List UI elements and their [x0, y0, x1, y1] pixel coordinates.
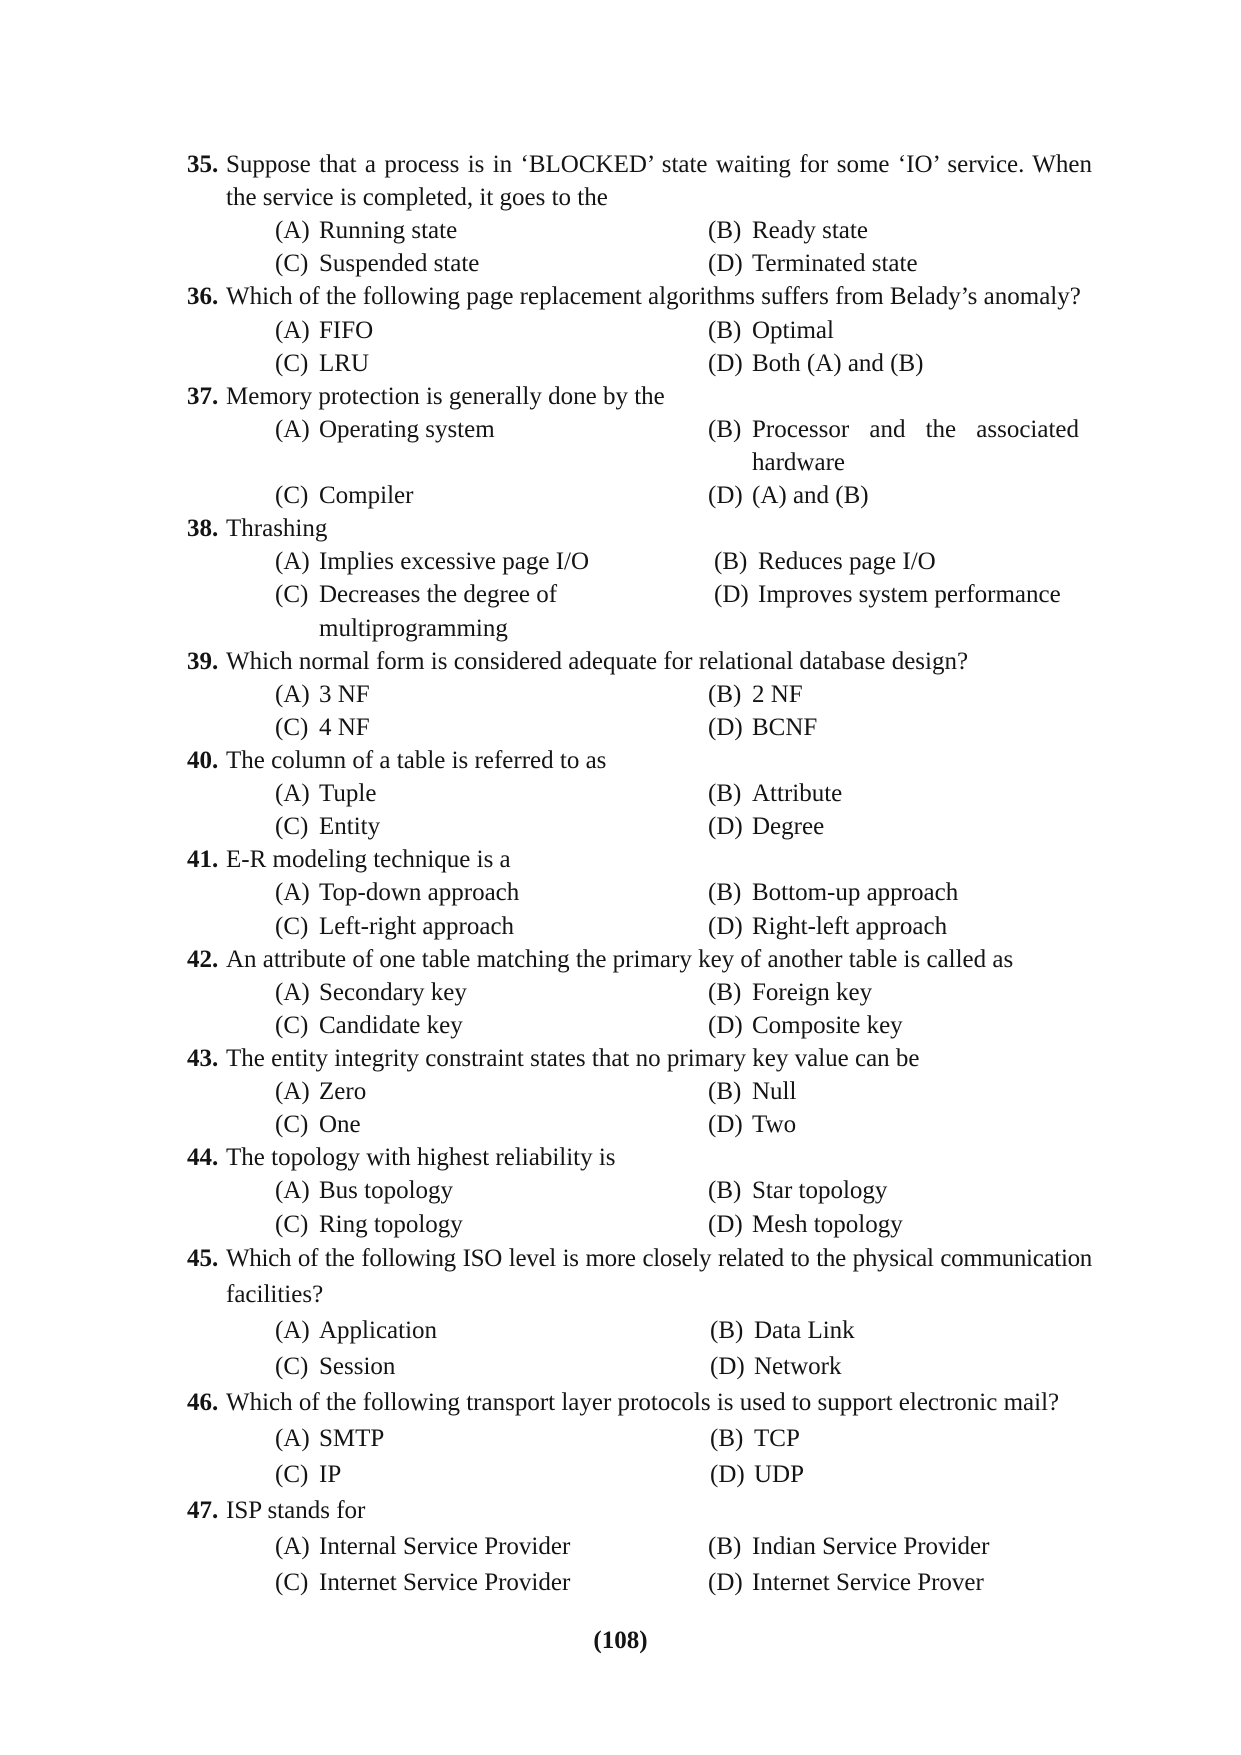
option-label: (D): [708, 813, 743, 841]
option-text: Composite key: [752, 1011, 903, 1039]
option-c: [275, 578, 557, 644]
option-a: [275, 876, 519, 909]
option-a: [275, 777, 376, 810]
option-label: (C): [275, 581, 309, 609]
options-row: [0, 1009, 1241, 1042]
option-label: (C): [275, 713, 309, 741]
question-number: 45.: [187, 1244, 219, 1272]
option-text: 2 NF: [752, 680, 803, 708]
question-text: The entity integrity constraint states that no primary key value can be: [226, 1044, 920, 1072]
option-text: BCNF: [752, 713, 818, 741]
question-44: [0, 1141, 1241, 1240]
option-label: (C): [275, 912, 309, 940]
option-text: [752, 413, 1079, 479]
option-text: One: [319, 1111, 361, 1139]
option-label: (D): [708, 1210, 743, 1238]
options-row: [0, 347, 1241, 380]
option-a: [275, 1529, 570, 1565]
options-row: [0, 777, 1241, 810]
question-section: [0, 1241, 1241, 1601]
option-text: TCP: [754, 1424, 800, 1452]
option-d: [708, 1208, 903, 1241]
option-text: Both (A) and (B): [752, 349, 924, 377]
option-text: Internet Service Prover: [752, 1568, 984, 1596]
option-text: Ring topology: [319, 1210, 463, 1238]
option-label: (C): [275, 349, 309, 377]
option-text: 4 NF: [319, 713, 370, 741]
options-row: [0, 711, 1241, 744]
option-text: Mesh topology: [752, 1210, 903, 1238]
option-text: Running state: [319, 217, 458, 245]
option-text: Data Link: [754, 1316, 855, 1344]
options-row: [0, 1313, 1241, 1349]
options-row: [0, 1349, 1241, 1385]
option-b: [710, 1313, 855, 1349]
question-number: 42.: [187, 945, 219, 973]
option-a: [275, 1174, 453, 1207]
options-row: [0, 1174, 1241, 1207]
question-text: Memory protection is generally done by the: [226, 382, 665, 410]
option-label: (A): [275, 780, 310, 808]
option-label: (C): [275, 813, 309, 841]
option-label: (A): [275, 1532, 310, 1560]
option-b: [708, 413, 1079, 479]
option-d: [708, 1108, 796, 1141]
option-text: Right-left approach: [752, 912, 948, 940]
option-b: [708, 678, 803, 711]
question-text: The column of a table is referred to as: [226, 747, 607, 774]
option-label: (B): [710, 1424, 744, 1452]
option-c: [275, 1208, 463, 1241]
options-row: [0, 678, 1241, 711]
question-number: 37.: [187, 382, 219, 410]
option-a: [275, 1075, 366, 1108]
question-text: the service is completed, it goes to the: [226, 184, 608, 212]
option-text: Foreign key: [752, 978, 873, 1006]
question-number: 44.: [187, 1144, 219, 1172]
question-35: [0, 148, 1241, 280]
option-c: [275, 347, 369, 380]
option-text: Internet Service Provider: [319, 1568, 571, 1596]
question-stem-line: [0, 843, 1241, 876]
question-38: [0, 512, 1241, 644]
option-label: (A): [275, 978, 310, 1006]
option-d: [714, 578, 1061, 611]
options-row: [0, 876, 1241, 909]
question-45: [0, 1241, 1241, 1385]
option-label: (D): [708, 482, 743, 510]
question-text: Suppose that a process is in ‘BLOCKED’ state waiting for some ‘IO’ service. When: [226, 151, 1092, 178]
option-label: (B): [708, 415, 742, 443]
option-c: [275, 1565, 570, 1601]
option-text-line: Decreases the degree of: [319, 581, 558, 609]
option-text: Suspended state: [319, 250, 480, 278]
option-text: Star topology: [752, 1177, 888, 1205]
option-label: (A): [275, 316, 310, 344]
question-39: [0, 645, 1241, 744]
option-a: [275, 413, 495, 446]
option-label: (B): [708, 316, 742, 344]
option-text: Tuple: [319, 780, 377, 808]
options-row: [0, 545, 1241, 578]
option-text: Left-right approach: [319, 912, 515, 940]
option-text: Top-down approach: [319, 879, 520, 907]
option-text-line: Processor and the associated: [752, 415, 1079, 443]
option-label: (A): [275, 1316, 310, 1344]
option-label: (A): [275, 1424, 310, 1452]
options-row: [0, 1421, 1241, 1457]
option-label: (A): [275, 680, 310, 708]
option-d: [708, 910, 947, 943]
option-c: [275, 910, 514, 943]
option-text: FIFO: [319, 316, 374, 344]
option-label: (D): [708, 250, 743, 278]
option-d: [708, 1565, 984, 1601]
option-b: [708, 1075, 796, 1108]
option-b: [708, 777, 842, 810]
option-text: Bottom-up approach: [752, 879, 959, 907]
options-row: [0, 1108, 1241, 1141]
option-label: (C): [275, 1352, 309, 1380]
option-text: Compiler: [319, 482, 414, 510]
question-number: 39.: [187, 647, 219, 675]
option-label: (D): [708, 912, 743, 940]
options-row: [0, 910, 1241, 943]
options-row: [0, 314, 1241, 347]
question-stem-line: [0, 280, 1241, 313]
option-text: Network: [754, 1352, 842, 1380]
option-text-line: multiprogramming: [319, 614, 508, 642]
option-text: Entity: [319, 813, 381, 841]
option-label: (A): [275, 879, 310, 907]
option-a: [275, 1313, 437, 1349]
option-text-line: hardware: [752, 448, 845, 476]
option-text: Two: [752, 1111, 797, 1139]
question-number: 36.: [187, 283, 219, 311]
option-text: Reduces page I/O: [758, 548, 936, 576]
option-d: [708, 347, 924, 380]
question-text: Thrashing: [226, 515, 328, 543]
option-b: [708, 314, 834, 347]
option-text: Application: [319, 1316, 438, 1344]
option-label: (A): [275, 415, 310, 443]
option-text: Attribute: [752, 780, 843, 808]
question-section: [0, 148, 1241, 1241]
option-label: (A): [275, 217, 310, 245]
options-row: [0, 1565, 1241, 1601]
question-43: [0, 1042, 1241, 1141]
option-label: (D): [708, 713, 743, 741]
option-label: (C): [275, 482, 309, 510]
question-stem-line: [0, 181, 1241, 214]
option-label: (A): [275, 1078, 310, 1106]
option-label: (A): [275, 1177, 310, 1205]
option-b: [708, 976, 872, 1009]
option-c: [275, 479, 413, 512]
options-row: [0, 479, 1241, 512]
option-label: (C): [275, 1460, 309, 1488]
option-c: [275, 1108, 361, 1141]
option-d: [708, 247, 918, 280]
option-label: (C): [275, 1111, 309, 1139]
options-row: [0, 976, 1241, 1009]
option-text: Degree: [752, 813, 825, 841]
option-c: [275, 711, 370, 744]
option-text: Improves system performance: [758, 581, 1061, 609]
option-label: (C): [275, 250, 309, 278]
option-label: (B): [708, 1177, 742, 1205]
question-stem-line: [0, 744, 1241, 777]
option-label: (D): [710, 1352, 745, 1380]
option-text: Bus topology: [319, 1177, 454, 1205]
option-label: (C): [275, 1210, 309, 1238]
options-row: [0, 1208, 1241, 1241]
option-label: (D): [708, 349, 743, 377]
option-b: [710, 1421, 800, 1457]
option-label: (B): [708, 217, 742, 245]
question-text: The topology with highest reliability is: [226, 1144, 616, 1172]
question-46: [0, 1385, 1241, 1493]
question-36: [0, 280, 1241, 379]
page-number: (108): [593, 1627, 648, 1654]
option-text: LRU: [319, 349, 369, 377]
options-row: [0, 214, 1241, 247]
options-row: [0, 578, 1241, 644]
options-row: [0, 1529, 1241, 1565]
option-label: (B): [714, 548, 748, 576]
option-a: [275, 545, 589, 578]
question-stem-line: [0, 1277, 1241, 1313]
option-text: 3 NF: [319, 680, 370, 708]
option-text: [319, 578, 557, 644]
option-text: Null: [752, 1078, 797, 1106]
option-text: SMTP: [319, 1424, 385, 1452]
question-text: Which normal form is considered adequate for relational database design?: [226, 647, 969, 675]
option-text: IP: [319, 1460, 342, 1488]
question-stem-line: [0, 1493, 1241, 1529]
question-stem-line: [0, 1042, 1241, 1075]
question-stem-line: [0, 148, 1241, 181]
question-number: 41.: [187, 846, 219, 874]
option-c: [275, 1009, 463, 1042]
option-text: Operating system: [319, 415, 495, 443]
question-stem-line: [0, 1241, 1241, 1277]
option-b: [708, 214, 868, 247]
question-text: E-R modeling technique is a: [226, 846, 511, 874]
option-text: Secondary key: [319, 978, 467, 1006]
question-stem-line: [0, 645, 1241, 678]
option-label: (B): [708, 780, 742, 808]
question-number: 47.: [187, 1496, 219, 1524]
option-label: (D): [708, 1111, 743, 1139]
option-label: (D): [714, 581, 749, 609]
question-text: ISP stands for: [226, 1496, 366, 1524]
option-a: [275, 214, 457, 247]
question-stem-line: [0, 380, 1241, 413]
option-text: Terminated state: [752, 250, 918, 278]
option-label: (B): [708, 1078, 742, 1106]
option-text: Implies excessive page I/O: [319, 548, 590, 576]
options-row: [0, 413, 1241, 479]
option-label: (C): [275, 1568, 309, 1596]
option-c: [275, 1457, 341, 1493]
question-40: [0, 744, 1241, 843]
question-number: 40.: [187, 747, 219, 774]
option-a: [275, 976, 467, 1009]
question-text: facilities?: [226, 1280, 324, 1308]
option-c: [275, 1349, 395, 1385]
option-b: [708, 1174, 887, 1207]
question-text: An attribute of one table matching the primary key of another table is called as: [226, 945, 1014, 973]
option-d: [708, 1009, 903, 1042]
option-label: (A): [275, 548, 310, 576]
question-stem-line: [0, 1385, 1241, 1421]
option-a: [275, 314, 373, 347]
option-d: [710, 1349, 841, 1385]
option-label: (D): [708, 1568, 743, 1596]
question-text: Which of the following transport layer protocols is used to support electronic mail?: [226, 1388, 1060, 1416]
question-42: [0, 943, 1241, 1042]
option-c: [275, 810, 380, 843]
question-41: [0, 843, 1241, 942]
option-label: (B): [708, 879, 742, 907]
question-stem-line: [0, 943, 1241, 976]
option-text: Ready state: [752, 217, 868, 245]
question-text: Which of the following ISO level is more closely related to the physical communication: [226, 1244, 1092, 1272]
option-label: (D): [708, 1011, 743, 1039]
option-text: Optimal: [752, 316, 834, 344]
option-label: (B): [708, 680, 742, 708]
option-label: (C): [275, 1011, 309, 1039]
option-label: (B): [708, 1532, 742, 1560]
question-37: [0, 380, 1241, 512]
option-a: [275, 678, 370, 711]
options-row: [0, 810, 1241, 843]
option-d: [708, 810, 824, 843]
option-text: UDP: [754, 1460, 805, 1488]
question-stem-line: [0, 1141, 1241, 1174]
option-d: [708, 479, 869, 512]
question-text: Which of the following page replacement algorithms suffers from Belady’s anomaly?: [226, 283, 1081, 311]
options-row: [0, 1457, 1241, 1493]
question-number: 35.: [187, 151, 219, 178]
option-label: (B): [710, 1316, 744, 1344]
option-d: [710, 1457, 804, 1493]
option-text: Indian Service Provider: [752, 1532, 990, 1560]
option-text: (A) and (B): [752, 482, 869, 510]
question-number: 43.: [187, 1044, 219, 1072]
option-text: Zero: [319, 1078, 367, 1106]
option-d: [708, 711, 817, 744]
question-stem-line: [0, 512, 1241, 545]
option-b: [714, 545, 936, 578]
options-row: [0, 247, 1241, 280]
option-a: [275, 1421, 384, 1457]
option-text: Session: [319, 1352, 396, 1380]
option-label: (D): [710, 1460, 745, 1488]
option-b: [708, 1529, 989, 1565]
option-b: [708, 876, 958, 909]
question-number: 46.: [187, 1388, 219, 1416]
options-row: [0, 1075, 1241, 1108]
question-number: 38.: [187, 515, 219, 543]
option-label: (B): [708, 978, 742, 1006]
question-47: [0, 1493, 1241, 1601]
option-text: Candidate key: [319, 1011, 463, 1039]
option-c: [275, 247, 479, 280]
option-text: Internal Service Provider: [319, 1532, 571, 1560]
question-list: [0, 148, 1241, 1601]
